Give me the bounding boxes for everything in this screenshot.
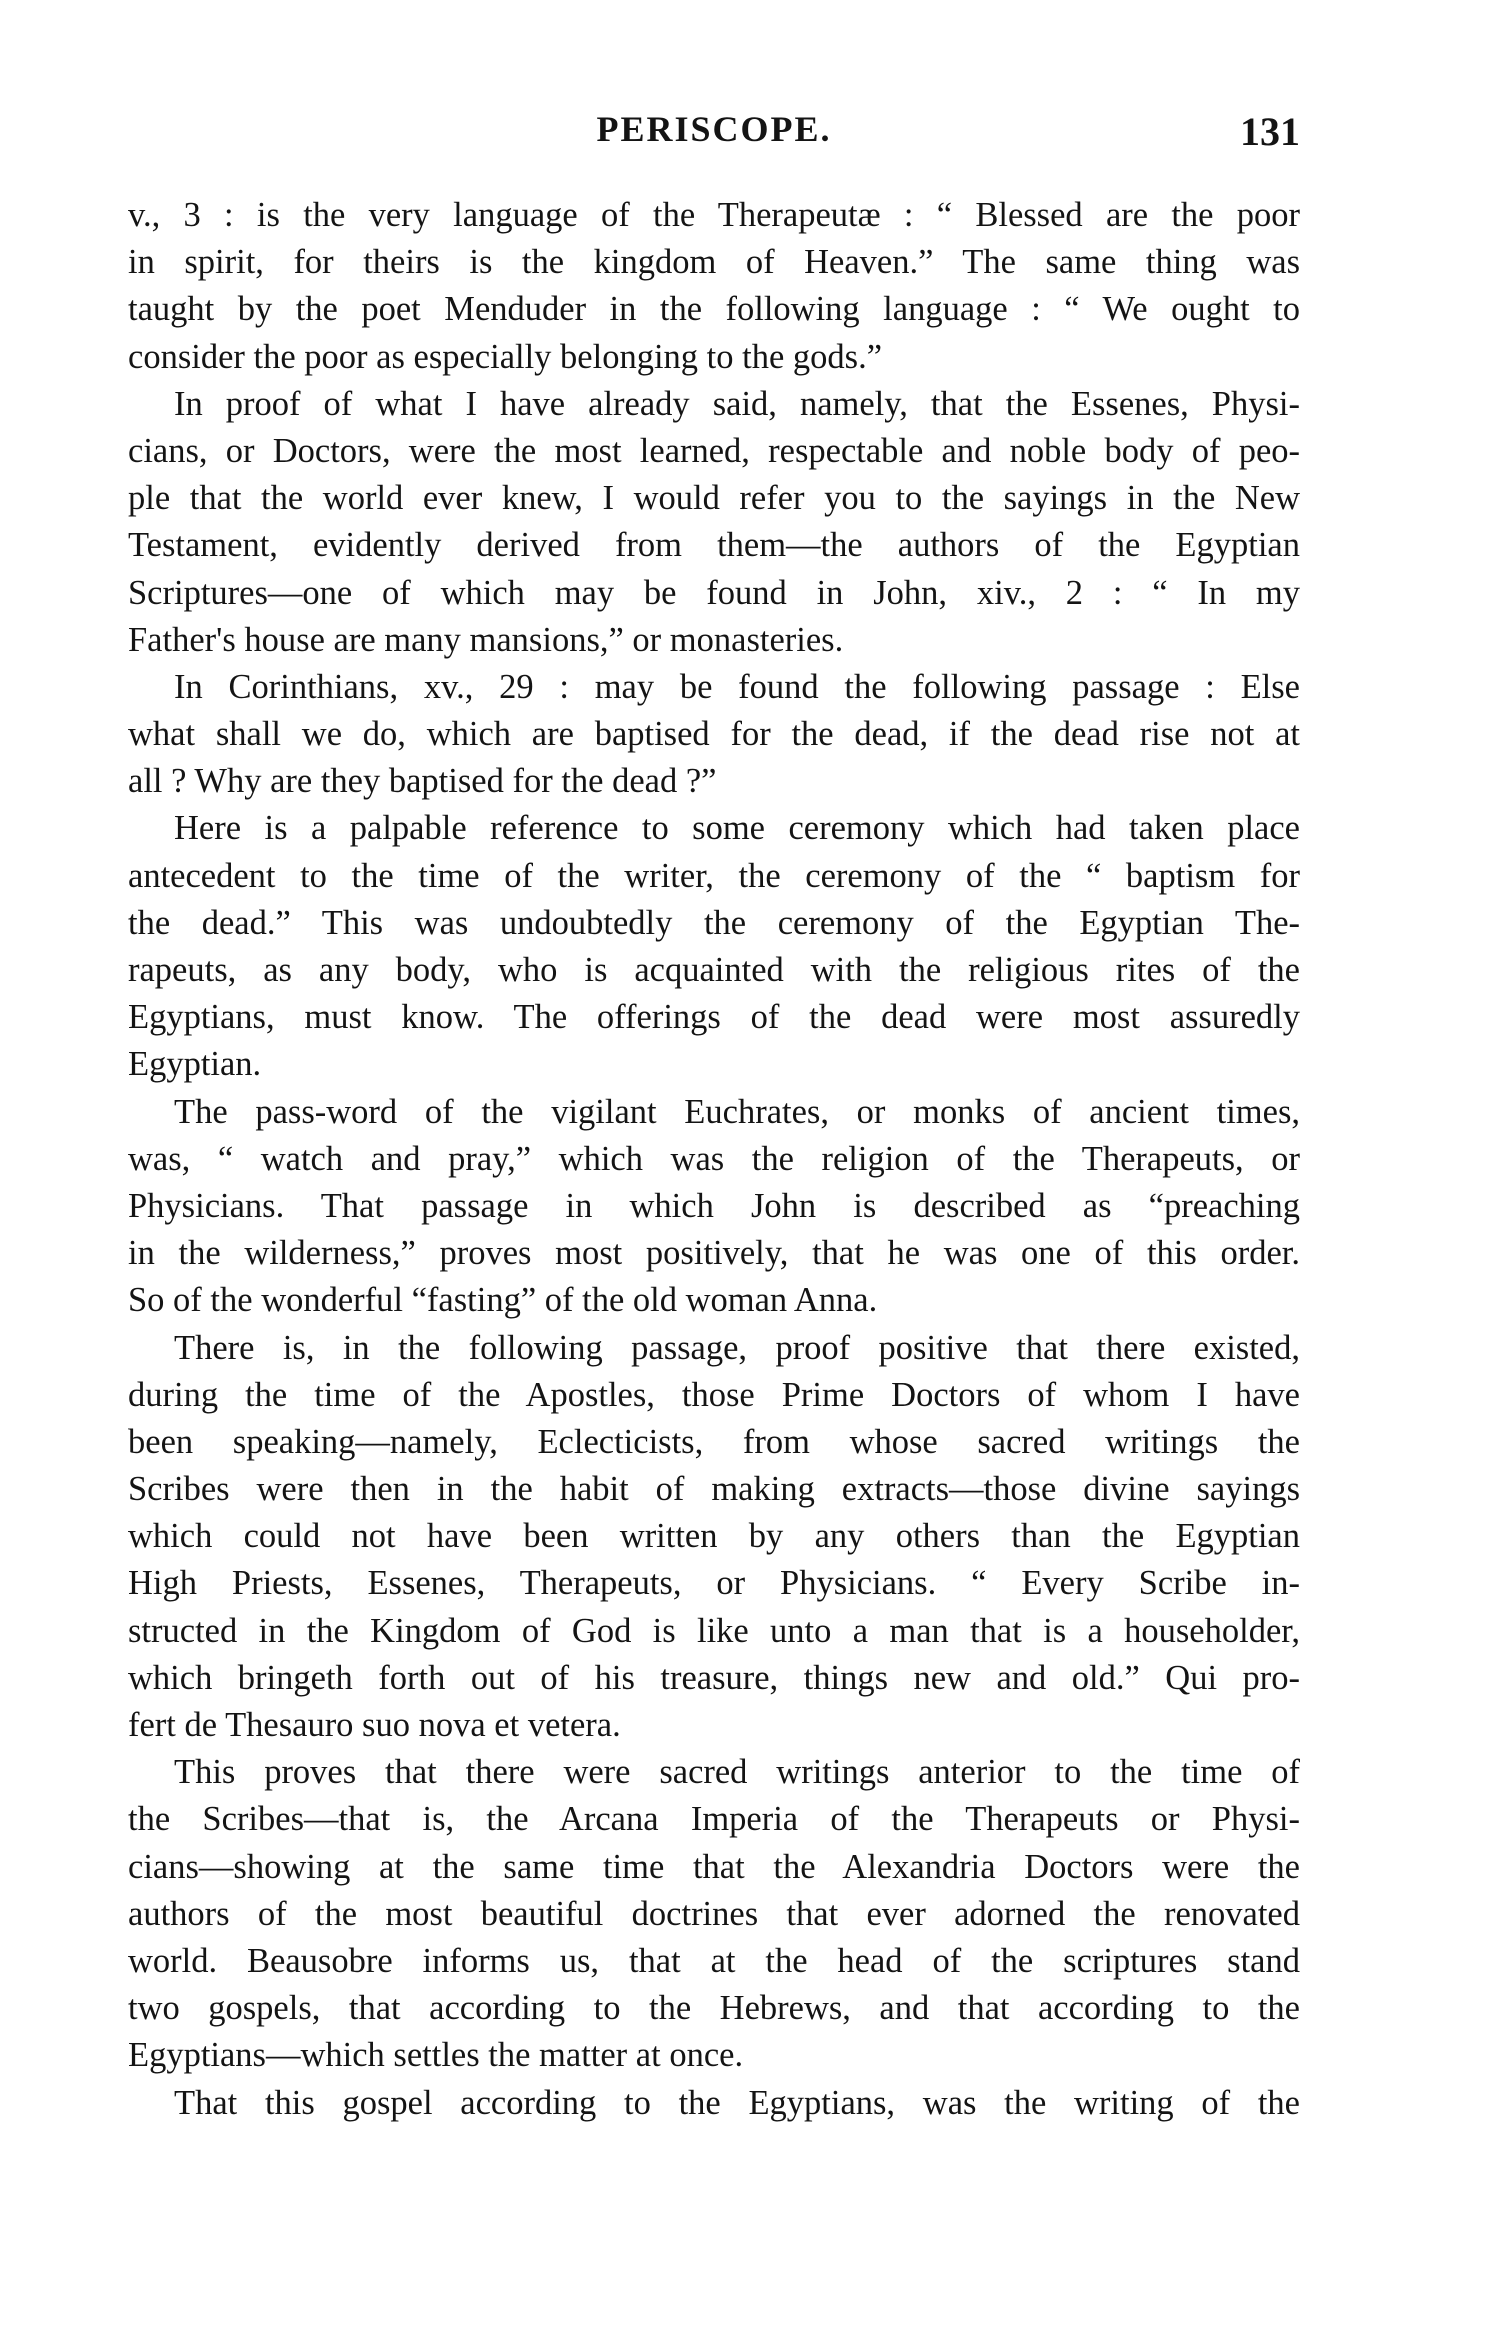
text-line: what shall we do, which are baptised for the dead, if the dead rise not at <box>128 715 1300 754</box>
text-line: in the wilderness,” proves most positively, that he was one of this order. <box>128 1234 1300 1273</box>
text-line: Father's house are many mansions,” or monasteries. <box>128 620 844 659</box>
text-line: That this gospel according to the Egyptians, was the writing of the <box>174 2083 1300 2122</box>
text-line: the Scribes—that is, the Arcana Imperia of the Therapeuts or Physi- <box>128 1800 1300 1839</box>
text-line: in spirit, for theirs is the kingdom of Heaven.” The same thing was <box>128 243 1300 282</box>
text-line: High Priests, Essenes, Therapeuts, or Physicians. “ Every Scribe in- <box>128 1564 1300 1603</box>
text-line: Scribes were then in the habit of making extracts—those divine sayings <box>128 1470 1300 1509</box>
text-line: been speaking—namely, Eclecticists, from whose sacred writings the <box>128 1422 1300 1461</box>
text-line: two gospels, that according to the Hebrews, and that according to the <box>128 1989 1300 2028</box>
text-line: This proves that there were sacred writings anterior to the time of <box>174 1753 1300 1792</box>
text-line: Egyptians—which settles the matter at once. <box>128 2036 744 2075</box>
text-line: which could not have been written by any others than the Egyptian <box>128 1517 1300 1556</box>
text-line: Physicians. That passage in which John is described as “preaching <box>128 1186 1300 1225</box>
text-line: cians—showing at the same time that the Alexandria Doctors were the <box>128 1847 1300 1886</box>
text-line: world. Beausobre informs us, that at the head of the scriptures stand <box>128 1941 1300 1980</box>
text-line: was, “ watch and pray,” which was the religion of the Therapeuts, or <box>128 1139 1300 1178</box>
running-title: PERISCOPE. <box>596 109 832 149</box>
text-line: Testament, evidently derived from them—the authors of the Egyptian <box>128 526 1300 565</box>
text-line: during the time of the Apostles, those Prime Doctors of whom I have <box>128 1375 1300 1414</box>
text-line: fert de Thesauro suo nova et vetera. <box>128 1706 621 1744</box>
text-line: So of the wonderful “fasting” of the old woman Anna. <box>128 1281 878 1320</box>
text-line: Here is a palpable reference to some ceremony which had taken place <box>174 809 1300 848</box>
text-line: rapeuts, as any body, who is acquainted with the religious rites of the <box>128 951 1300 989</box>
text-line: Scriptures—one of which may be found in John, xiv., 2 : “ In my <box>128 573 1300 612</box>
text-line: consider the poor as especially belonging to the gods.” <box>128 337 883 376</box>
text-line: taught by the poet Menduder in the following language : “ We ought to <box>128 290 1300 329</box>
text-line: ple that the world ever knew, I would refer you to the sayings in the New <box>128 479 1300 518</box>
text-line: cians, or Doctors, were the most learned, respectable and noble body of peo- <box>128 431 1300 470</box>
text-line: antecedent to the time of the writer, the ceremony of the “ baptism for <box>128 856 1300 895</box>
text-line: The pass-word of the vigilant Euchrates, or monks of ancient times, <box>174 1092 1300 1131</box>
body-text <box>128 192 1300 2127</box>
page-number: 131 <box>1240 109 1300 154</box>
running-head <box>128 108 1300 168</box>
text-line: all ? Why are they baptised for the dead ?” <box>128 762 717 801</box>
text-line: v., 3 : is the very language of the Therapeutæ : “ Blessed are the poor <box>128 196 1300 234</box>
text-line: Egyptian. <box>128 1045 262 1084</box>
text-line: In proof of what I have already said, namely, that the Essenes, Physi- <box>174 384 1300 423</box>
text-line: authors of the most beautiful doctrines that ever adorned the renovated <box>128 1894 1300 1933</box>
text-line: structed in the Kingdom of God is like unto a man that is a householder, <box>128 1611 1300 1650</box>
text-line: which bringeth forth out of his treasure, things new and old.” Qui pro- <box>128 1658 1300 1697</box>
text-line: the dead.” This was undoubtedly the ceremony of the Egyptian The- <box>128 903 1300 942</box>
text-line: There is, in the following passage, proof positive that there existed, <box>174 1328 1300 1367</box>
text-line: In Corinthians, xv., 29 : may be found the following passage : Else <box>174 667 1300 706</box>
text-line: Egyptians, must know. The offerings of the dead were most assuredly <box>128 998 1300 1037</box>
